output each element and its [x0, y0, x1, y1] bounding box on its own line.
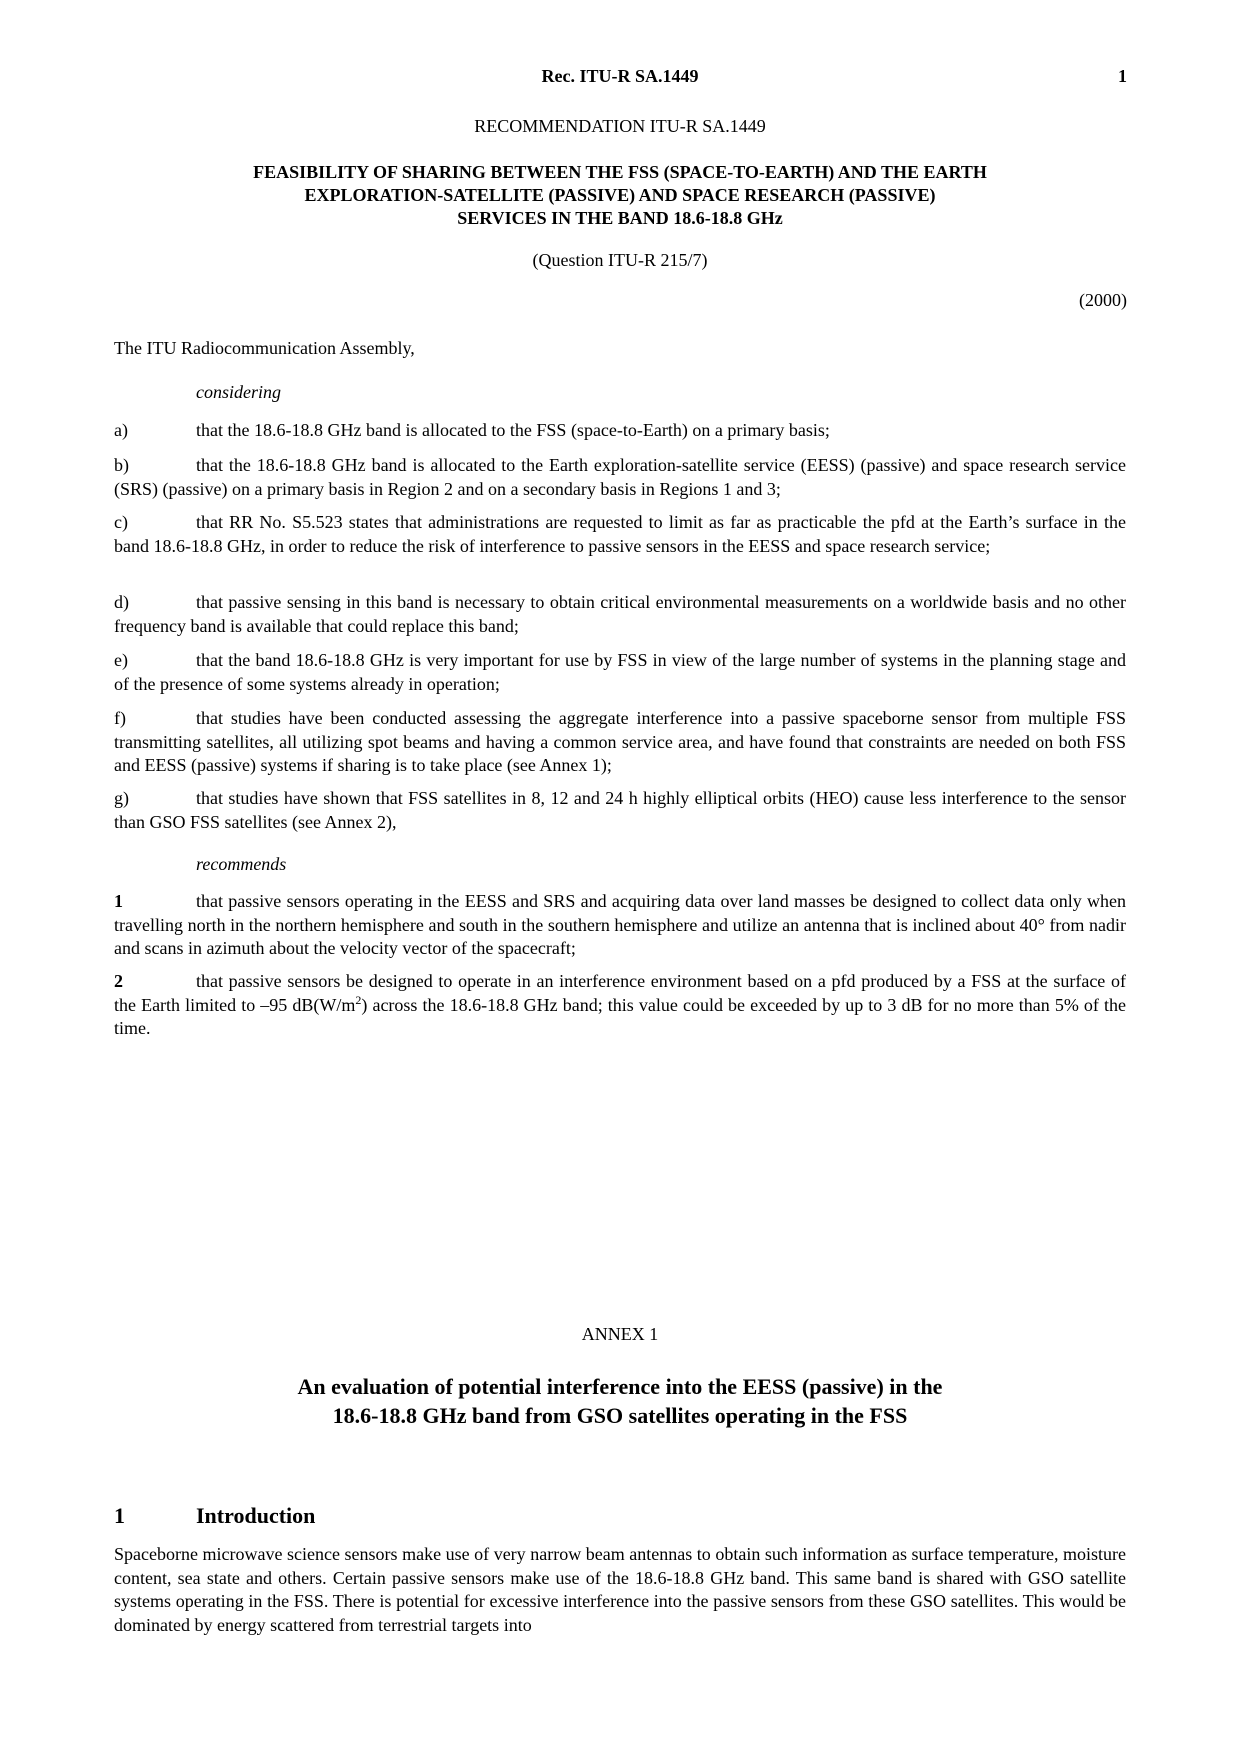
page-number: 1 [1118, 66, 1127, 86]
section-heading [114, 1503, 315, 1529]
superscript: 2 [355, 992, 362, 1007]
recommends-heading: recommends [196, 854, 287, 874]
considering-e [114, 649, 1126, 696]
item-label: c) [114, 512, 128, 532]
annex-title-line-1: An evaluation of potential interference into the EESS (passive) in the [297, 1374, 943, 1399]
year: (2000) [1079, 290, 1127, 310]
item-label: a) [114, 420, 128, 440]
item-text: that studies have been conducted assessing the aggregate interference into a passive spaceborne sensor from multiple FSS transmitting satellites, all utilizing spot beams and having a common service area, and have found that constraints are needed on both FSS and EESS (passive) systems if sharing is to take place (see Annex 1); [114, 708, 1126, 775]
considering-heading: considering [196, 382, 281, 402]
item-text: that the 18.6-18.8 GHz band is allocated to the FSS (space-to-Earth) on a primary basis; [196, 420, 830, 440]
item-label: e) [114, 650, 128, 670]
annex-title-line-2: 18.6-18.8 GHz band from GSO satellites operating in the FSS [332, 1403, 908, 1428]
item-text: that the band 18.6-18.8 GHz is very important for use by FSS in view of the large number of systems in the planning stage and of the presence of some systems already in operation; [114, 650, 1126, 694]
assembly-statement: The ITU Radiocommunication Assembly, [114, 338, 415, 358]
running-header-title: Rec. ITU-R SA.1449 [541, 66, 699, 86]
item-label: b) [114, 455, 129, 475]
item-text: that passive sensors operating in the EESS and SRS and acquiring data over land masses be designed to collect data only when travelling north in the northern hemisphere and south in the southern hemisphere and utilize an antenna that is inclined about 40° from nadir and scans in azimuth about the velocity vector of the spacecraft; [114, 891, 1126, 958]
section-number: 1 [114, 1503, 125, 1528]
question-reference: (Question ITU-R 215/7) [532, 250, 708, 270]
item-label: f) [114, 708, 126, 728]
item-text: that passive sensing in this band is necessary to obtain critical environmental measurements on a worldwide basis and no other frequency band is available that could replace this band; [114, 592, 1126, 636]
item-number: 1 [114, 891, 123, 911]
item-text-before: that passive sensors be designed to operate in an interference environment based on a pfd produced by a FSS at the surface of the Earth limited to –95 dB(W/m [114, 971, 1126, 1015]
considering-a [114, 419, 1126, 443]
considering-d [114, 591, 1126, 638]
recommends-2 [114, 970, 1126, 1041]
considering-c [114, 511, 1126, 558]
item-label: d) [114, 592, 129, 612]
section-title: Introduction [196, 1503, 316, 1528]
main-title-line-2: EXPLORATION-SATELLITE (PASSIVE) AND SPACE RESEARCH (PASSIVE) [304, 185, 936, 205]
annex-label: ANNEX 1 [581, 1324, 659, 1344]
annex-title [114, 1372, 1126, 1430]
introduction-paragraph: Spaceborne microwave science sensors make use of very narrow beam antennas to obtain such information as surface temperature, moisture content, sea state and others. Certain passive sensors make use of the 18.6-18.8 GHz band. This same band is shared with GSO satellite systems operating in the FSS. There is potential for excessive interference into the passive sensors from these GSO satellites. This would be dominated by energy scattered from terrestrial targets into [114, 1544, 1126, 1635]
considering-g [114, 787, 1126, 834]
considering-f [114, 707, 1126, 778]
item-label: g) [114, 788, 129, 808]
item-text: that the 18.6-18.8 GHz band is allocated to the Earth exploration-satellite service (EESS) (passive) and space research service (SRS) (passive) on a primary basis in Region 2 and on a secondary basis in Regions 1 and 3; [114, 455, 1126, 499]
recommendation-label: RECOMMENDATION ITU-R SA.1449 [474, 116, 766, 136]
recommends-1 [114, 890, 1126, 961]
item-text-after: ) across the 18.6-18.8 GHz band; this value could be exceeded by up to 3 dB for no more than 5% of the time. [114, 994, 1126, 1038]
item-text: that RR No. S5.523 states that administrations are requested to limit as far as practicable the pfd at the Earth’s surface in the band 18.6-18.8 GHz, in order to reduce the risk of interference to passive sensors in the EESS and space research service; [114, 512, 1126, 556]
item-text: that studies have shown that FSS satellites in 8, 12 and 24 h highly elliptical orbits (HEO) cause less interference to the sensor than GSO FSS satellites (see Annex 2), [114, 788, 1126, 832]
main-title [114, 161, 1126, 230]
main-title-line-3: SERVICES IN THE BAND 18.6-18.8 GHz [457, 208, 783, 228]
main-title-line-1: FEASIBILITY OF SHARING BETWEEN THE FSS (SPACE-TO-EARTH) AND THE EARTH [253, 162, 987, 182]
item-number: 2 [114, 971, 123, 991]
considering-b [114, 454, 1126, 501]
